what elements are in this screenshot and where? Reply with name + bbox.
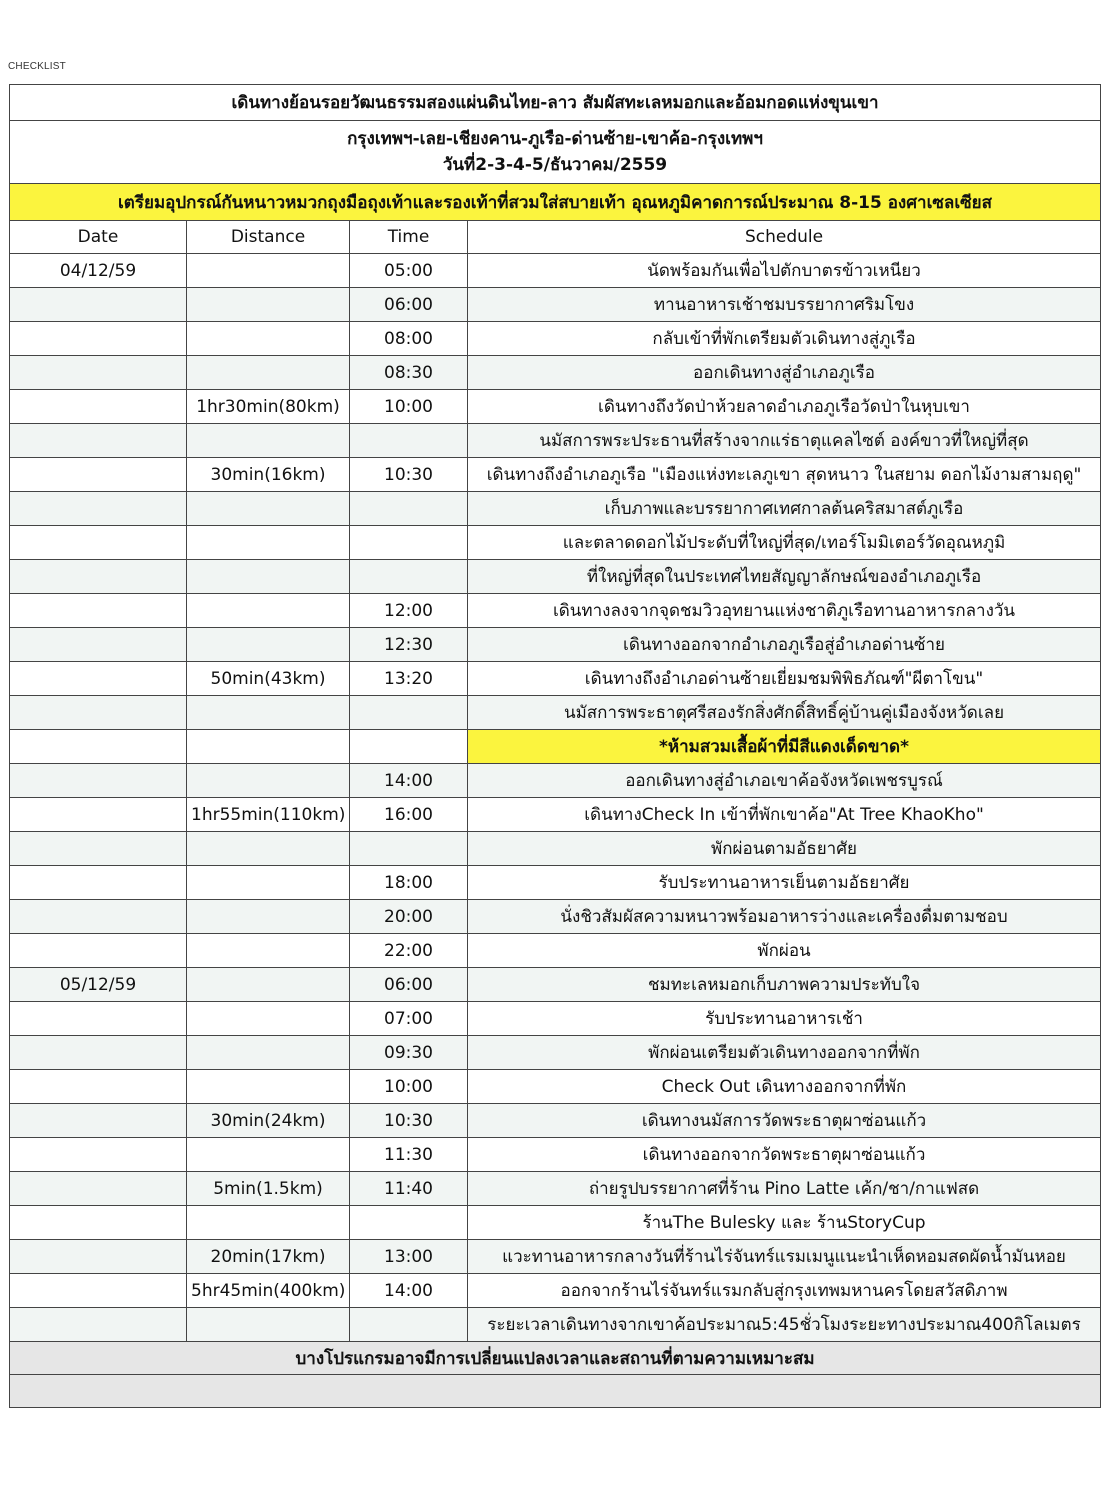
distance-cell [187, 764, 350, 798]
route-cell [10, 121, 1101, 184]
time-cell: 08:30 [350, 356, 468, 390]
distance-cell [187, 934, 350, 968]
schedule-cell: พักผ่อน [468, 934, 1101, 968]
time-cell [350, 832, 468, 866]
distance-cell: 1hr30min(80km) [187, 390, 350, 424]
date-cell [10, 526, 187, 560]
time-cell: 11:40 [350, 1172, 468, 1206]
distance-cell [187, 560, 350, 594]
schedule-table-body [10, 85, 1101, 1408]
distance-cell [187, 1070, 350, 1104]
distance-cell [187, 492, 350, 526]
distance-cell [187, 594, 350, 628]
table-row [10, 1104, 1101, 1138]
table-row [10, 390, 1101, 424]
schedule-cell: นมัสการพระธาตุศรีสองรักสิ่งศักดิ์สิทธิ์คู่บ้านคู่เมืองจังหวัดเลย [468, 696, 1101, 730]
table-row [10, 628, 1101, 662]
table-row [10, 288, 1101, 322]
distance-cell: 30min(16km) [187, 458, 350, 492]
distance-cell [187, 322, 350, 356]
date-cell: 05/12/59 [10, 968, 187, 1002]
schedule-cell: พักผ่อนตามอัธยาศัย [468, 832, 1101, 866]
schedule-cell: รับประทานอาหารเช้า [468, 1002, 1101, 1036]
time-cell: 12:00 [350, 594, 468, 628]
time-cell [350, 492, 468, 526]
table-row [10, 832, 1101, 866]
time-cell: 06:00 [350, 968, 468, 1002]
schedule-cell: เดินทางCheck In เข้าที่พักเขาค้อ"At Tree KhaoKho" [468, 798, 1101, 832]
time-cell: 09:30 [350, 1036, 468, 1070]
distance-cell: 5hr45min(400km) [187, 1274, 350, 1308]
header-time: Time [350, 221, 468, 254]
date-cell [10, 1308, 187, 1342]
table-row [10, 594, 1101, 628]
distance-cell: 1hr55min(110km) [187, 798, 350, 832]
header-distance: Distance [187, 221, 350, 254]
table-row [10, 1274, 1101, 1308]
table-row [10, 492, 1101, 526]
distance-cell [187, 730, 350, 764]
blank-row [10, 1375, 1101, 1408]
table-row [10, 560, 1101, 594]
table-row [10, 1206, 1101, 1240]
time-cell [350, 1308, 468, 1342]
date-cell [10, 934, 187, 968]
schedule-cell: นั่งชิวสัมผัสความหนาวพร้อมอาหารว่างและเครื่องดื่มตามชอบ [468, 900, 1101, 934]
date-cell [10, 458, 187, 492]
distance-cell [187, 696, 350, 730]
table-row [10, 322, 1101, 356]
schedule-cell: ถ่ายรูปบรรยากาศที่ร้าน Pino Latte เค้ก/ชา/กาแฟสด [468, 1172, 1101, 1206]
distance-cell [187, 968, 350, 1002]
distance-cell [187, 356, 350, 390]
distance-cell [187, 628, 350, 662]
table-row [10, 424, 1101, 458]
time-cell: 22:00 [350, 934, 468, 968]
date-cell [10, 1002, 187, 1036]
time-cell: 05:00 [350, 254, 468, 288]
date-cell [10, 1104, 187, 1138]
distance-cell [187, 1036, 350, 1070]
date-cell [10, 1070, 187, 1104]
distance-cell: 5min(1.5km) [187, 1172, 350, 1206]
blank-cell [10, 1375, 1101, 1408]
date-cell [10, 1138, 187, 1172]
table-row [10, 934, 1101, 968]
distance-cell: 50min(43km) [187, 662, 350, 696]
table-row [10, 1240, 1101, 1274]
sheet-label: CHECKLIST [8, 61, 66, 72]
schedule-table [9, 84, 1101, 1408]
schedule-cell: ออกเดินทางสู่อำเภอภูเรือ [468, 356, 1101, 390]
date-cell [10, 1206, 187, 1240]
schedule-cell: เดินทางถึงอำเภอภูเรือ "เมืองแห่งทะเลภูเขา สุดหนาว ในสยาม ดอกไม้งามสามฤดู" [468, 458, 1101, 492]
distance-cell [187, 424, 350, 458]
table-row [10, 1308, 1101, 1342]
schedule-cell: ออกจากร้านไร่จันทร์แรมกลับสู่กรุงเทพมหานครโดยสวัสดิภาพ [468, 1274, 1101, 1308]
date-cell [10, 390, 187, 424]
time-cell: 14:00 [350, 764, 468, 798]
time-cell: 06:00 [350, 288, 468, 322]
schedule-cell: แวะทานอาหารกลางวันที่ร้านไร่จันทร์แรมเมนูแนะนำเห็ดหอมสดผัดน้ำมันหอย [468, 1240, 1101, 1274]
time-cell: 08:00 [350, 322, 468, 356]
time-cell: 07:00 [350, 1002, 468, 1036]
warning-text: เตรียมอุปกรณ์กันหนาวหมวกถุงมือถุงเท้าและรองเท้าที่สวมใส่สบายเท้า อุณหภูมิคาดการณ์ประมาณ 8-15 องศาเซลเซียส [10, 184, 1101, 221]
date-cell [10, 1172, 187, 1206]
schedule-cell: ที่ใหญ่ที่สุดในประเทศไทยสัญญาลักษณ์ของอำเภอภูเรือ [468, 560, 1101, 594]
time-cell: 13:20 [350, 662, 468, 696]
date-cell [10, 356, 187, 390]
table-row [10, 730, 1101, 764]
distance-cell [187, 254, 350, 288]
schedule-cell: ร้านThe Bulesky และ ร้านStoryCup [468, 1206, 1101, 1240]
table-row [10, 356, 1101, 390]
schedule-cell: เดินทางถึงอำเภอด่านซ้ายเยี่ยมชมพิพิธภัณฑ์"ผีตาโขน" [468, 662, 1101, 696]
time-cell: 13:00 [350, 1240, 468, 1274]
table-row [10, 764, 1101, 798]
date-cell [10, 662, 187, 696]
table-row [10, 1036, 1101, 1070]
table-row [10, 1002, 1101, 1036]
distance-cell: 20min(17km) [187, 1240, 350, 1274]
date-cell [10, 798, 187, 832]
table-row [10, 1138, 1101, 1172]
date-cell [10, 764, 187, 798]
distance-cell [187, 1206, 350, 1240]
schedule-cell: เดินทางลงจากจุดชมวิวอุทยานแห่งชาติภูเรือทานอาหารกลางวัน [468, 594, 1101, 628]
distance-cell [187, 1138, 350, 1172]
date-cell [10, 832, 187, 866]
date-cell [10, 322, 187, 356]
table-row [10, 798, 1101, 832]
header-row [10, 221, 1101, 254]
table-row [10, 968, 1101, 1002]
time-cell: 20:00 [350, 900, 468, 934]
distance-cell [187, 832, 350, 866]
time-cell [350, 696, 468, 730]
distance-cell [187, 866, 350, 900]
date-cell [10, 288, 187, 322]
date-cell [10, 1240, 187, 1274]
schedule-cell: ทานอาหารเช้าชมบรรยากาศริมโขง [468, 288, 1101, 322]
date-cell [10, 594, 187, 628]
date-cell [10, 866, 187, 900]
time-cell [350, 424, 468, 458]
table-row [10, 900, 1101, 934]
schedule-cell: เก็บภาพและบรรยากาศเทศกาลต้นคริสมาสต์ภูเรือ [468, 492, 1101, 526]
time-cell [350, 1206, 468, 1240]
table-row [10, 696, 1101, 730]
schedule-cell: ชมทะเลหมอกเก็บภาพความประทับใจ [468, 968, 1101, 1002]
schedule-cell: ออกเดินทางสู่อำเภอเขาค้อจังหวัดเพชรบูรณ์ [468, 764, 1101, 798]
time-cell: 10:00 [350, 390, 468, 424]
footer-note-row [10, 1342, 1101, 1375]
distance-cell [187, 1002, 350, 1036]
date-cell [10, 900, 187, 934]
schedule-cell: เดินทางออกจากอำเภอภูเรือสู่อำเภอด่านซ้าย [468, 628, 1101, 662]
schedule-cell: นมัสการพระประธานที่สร้างจากแร่ธาตุแคลไซต์ องค์ขาวที่ใหญ่ที่สุด [468, 424, 1101, 458]
date-cell [10, 1036, 187, 1070]
time-cell [350, 526, 468, 560]
date-cell [10, 628, 187, 662]
time-cell: 10:30 [350, 458, 468, 492]
schedule-cell: เดินทางนมัสการวัดพระธาตุผาซ่อนแก้ว [468, 1104, 1101, 1138]
date-cell: 04/12/59 [10, 254, 187, 288]
time-cell: 14:00 [350, 1274, 468, 1308]
warning-row [10, 184, 1101, 221]
title-row [10, 85, 1101, 121]
date-cell [10, 1274, 187, 1308]
date-cell [10, 730, 187, 764]
date-cell [10, 424, 187, 458]
schedule-cell: เดินทางออกจากวัดพระธาตุผาซ่อนแก้ว [468, 1138, 1101, 1172]
distance-cell [187, 288, 350, 322]
table-row [10, 1070, 1101, 1104]
table-row [10, 1172, 1101, 1206]
schedule-cell: ระยะเวลาเดินทางจากเขาค้อประมาณ5:45ชั่วโมงระยะทางประมาณ400กิโลเมตร [468, 1308, 1101, 1342]
schedule-cell: Check Out เดินทางออกจากที่พัก [468, 1070, 1101, 1104]
date-cell [10, 696, 187, 730]
date-cell [10, 492, 187, 526]
time-cell [350, 730, 468, 764]
schedule-cell: กลับเข้าที่พักเตรียมตัวเดินทางสู่ภูเรือ [468, 322, 1101, 356]
schedule-cell: รับประทานอาหารเย็นตามอัธยาศัย [468, 866, 1101, 900]
distance-cell: 30min(24km) [187, 1104, 350, 1138]
schedule-cell: พักผ่อนเตรียมตัวเดินทางออกจากที่พัก [468, 1036, 1101, 1070]
footer-note: บางโปรแกรมอาจมีการเปลี่ยนแปลงเวลาและสถานที่ตามความเหมาะสม [10, 1342, 1101, 1375]
table-row [10, 254, 1101, 288]
distance-cell [187, 1308, 350, 1342]
time-cell: 12:30 [350, 628, 468, 662]
time-cell: 11:30 [350, 1138, 468, 1172]
route-row [10, 121, 1101, 184]
distance-cell [187, 900, 350, 934]
schedule-cell: นัดพร้อมกันเพื่อไปตักบาตรข้าวเหนียว [468, 254, 1101, 288]
table-row [10, 662, 1101, 696]
trip-title: เดินทางย้อนรอยวัฒนธรรมสองแผ่นดินไทย-ลาว สัมผัสทะเลหมอกและอ้อมกอดแห่งขุนเขา [10, 85, 1101, 121]
trip-dates: วันที่2-3-4-5/ธันวาคม/2559 [442, 155, 668, 175]
table-row [10, 526, 1101, 560]
distance-cell [187, 526, 350, 560]
time-cell: 16:00 [350, 798, 468, 832]
table-row [10, 866, 1101, 900]
table-row [10, 458, 1101, 492]
time-cell: 10:30 [350, 1104, 468, 1138]
schedule-cell: และตลาดดอกไม้ประดับที่ใหญ่ที่สุด/เทอร์โมมิเตอร์วัดอุณหภูมิ [468, 526, 1101, 560]
route-text: กรุงเทพฯ-เลย-เชียงคาน-ภูเรือ-ด่านซ้าย-เขาค้อ-กรุงเทพฯ [347, 129, 763, 149]
header-schedule: Schedule [468, 221, 1101, 254]
time-cell: 10:00 [350, 1070, 468, 1104]
schedule-cell: เดินทางถึงวัดป่าห้วยลาดอำเภอภูเรือวัดป่าในหุบเขา [468, 390, 1101, 424]
header-date: Date [10, 221, 187, 254]
time-cell [350, 560, 468, 594]
time-cell: 18:00 [350, 866, 468, 900]
schedule-cell: *ห้ามสวมเสื้อผ้าที่มีสีแดงเด็ดขาด* [468, 730, 1101, 764]
date-cell [10, 560, 187, 594]
